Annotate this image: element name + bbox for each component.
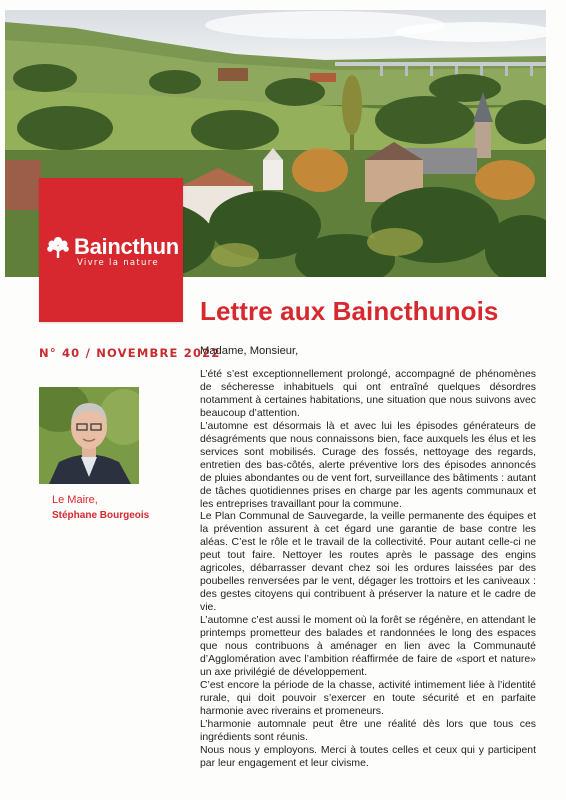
mayor-portrait <box>39 387 139 484</box>
mayor-name: Stéphane Bourgeois <box>52 510 150 521</box>
brand-name: Baincthun <box>74 234 179 259</box>
mayor-role: Le Maire, <box>52 494 98 506</box>
letter-paragraph: L’automne est désormais là et avec lui les épisodes générateurs de désagréments que nous connaissons bien, face auxquels les élus et les services sont mobilisés. Curage des fossés, nettoyage des regards, entretien des bas-côtés, alerte préventive lors des épisodes annoncés de pluies abondantes ou de vent fort, surveillance des bâtiments : autant de tâches quotidiennes prises en charge par les agents communaux et les entreprises travaillant pour la commune. <box>200 420 536 510</box>
letter-paragraph: Nous nous y employons. Merci à toutes celles et ceux qui y participent par leur engagement et leur civisme. <box>200 744 536 769</box>
letter-greeting: Madame, Monsieur, <box>200 345 299 357</box>
letter-paragraph: L’harmonie automnale peut être une réalité dès lors que tous ces ingrédients sont réunis. <box>200 718 536 743</box>
letter-paragraph: Le Plan Communal de Sauvegarde, la veille permanente des équipes et la prévention assurent à cet égard une garantie de base contre les aléas. C’est le rôle et le travail de la collectivité. Pour autant celle-ci ne peut tout faire. Nettoyer les routes après le passage des engins agricoles, débarrasser devant chez soi les ordures laissées par des poubelles renversées par le vent, dégager les trottoirs et les caniveaux : des gestes citoyens qui contribuent à préserver la nature et le cadre de vie. <box>200 511 536 614</box>
letter-paragraph: L’été s’est exceptionnellement prolongé, accompagné de phénomènes de sécheresse inhabituels qui ont entraîné quelques désordres notamment à certaines habitations, une situation que nous suivons avec beaucoup d’attention. <box>200 369 536 419</box>
letter-paragraph: C’est encore la période de la chasse, activité intimement liée à l’identité rurale, qui doit pouvoir s’exercer en toute sécurité et en parfaite harmonie avec riverains et promeneurs. <box>200 679 536 717</box>
letter-body <box>200 369 536 771</box>
tree-logo-icon <box>45 235 71 259</box>
brand-tagline: Vivre la nature <box>77 258 159 268</box>
letter-paragraph: L’automne c’est aussi le moment où la forêt se régénère, en attendant le printemps prometteur des balades et randonnées le long des espaces que nous contribuons à aménager en lien avec la Communauté d’Agglomération avec l’ambition réaffirmée de faire de «sport et nature» un axe privilégié de développement. <box>200 615 536 678</box>
issue-number-date: N° 40 / NOVEMBRE 2022 <box>39 346 221 360</box>
baincthun-logo <box>39 178 183 322</box>
newsletter-title: Lettre aux Baincthunois <box>200 296 499 326</box>
